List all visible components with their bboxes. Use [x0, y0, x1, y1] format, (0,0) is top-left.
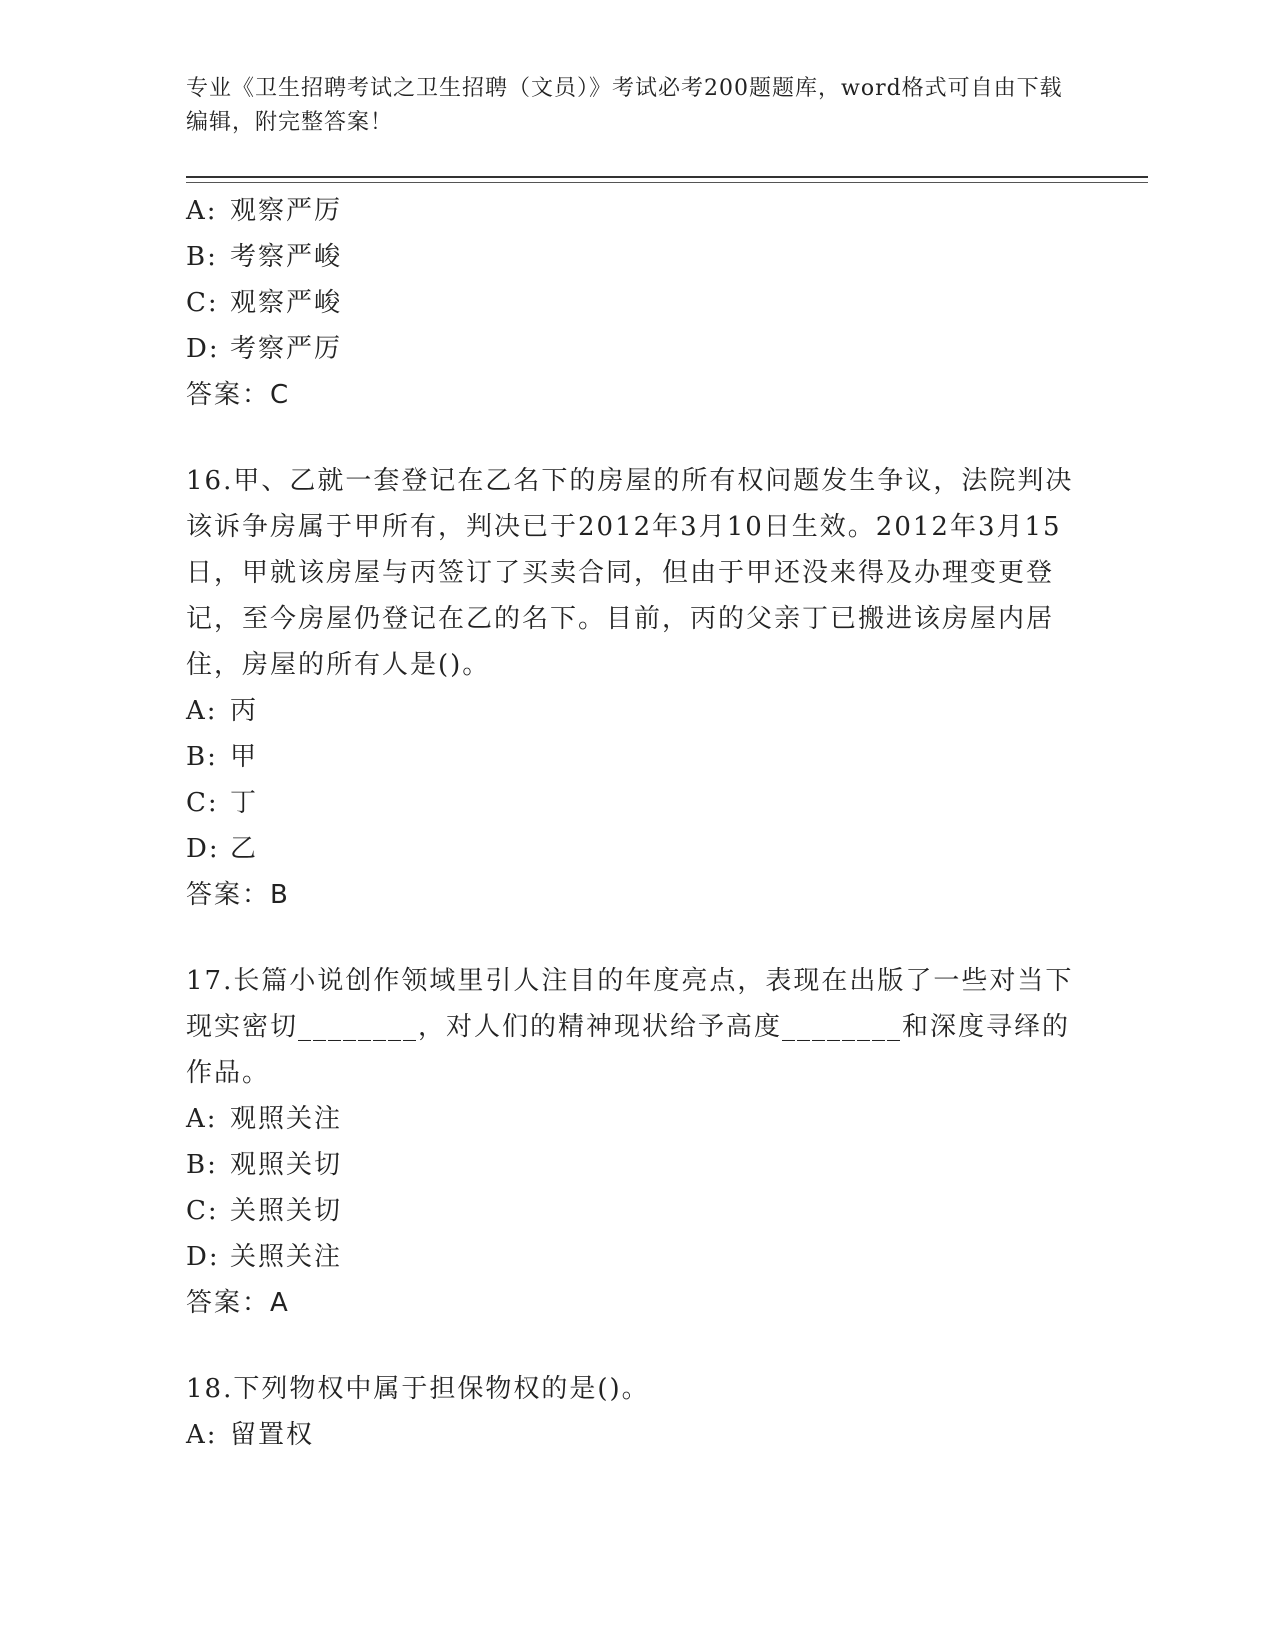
option-b: [186, 234, 1076, 280]
option-label: C:: [186, 788, 219, 818]
answer-line: [186, 872, 1076, 918]
option-d: [186, 326, 1076, 372]
question-15: [186, 188, 1076, 418]
option-c: [186, 1188, 1076, 1234]
answer-prefix: 答案：: [186, 880, 271, 910]
option-d: [186, 826, 1076, 872]
option-text: 关照关注: [230, 1242, 343, 1272]
option-text: 观照关注: [230, 1104, 343, 1134]
option-label: B:: [186, 742, 218, 772]
answer-line: [186, 372, 1076, 418]
option-b: [186, 1142, 1076, 1188]
answer-line: [186, 1280, 1076, 1326]
option-text: 关照关切: [230, 1196, 343, 1226]
header-divider-thick: [186, 176, 1148, 178]
header-divider-thin: [186, 182, 1148, 183]
question-text: 16.甲、乙就一套登记在乙名下的房屋的所有权问题发生争议，法院判决该诉争房属于甲所有，判决已于2012年3月10日生效。2012年3月15日，甲就该房屋与丙签订了买卖合同，但由于甲还没来得及办理变更登记，至今房屋仍登记在乙的名下。目前，丙的父亲丁已搬进该房屋内居住，房屋的所有人是()。: [186, 466, 1074, 680]
option-a: [186, 1096, 1076, 1142]
option-label: D:: [186, 334, 220, 364]
option-label: B:: [186, 242, 218, 272]
question-text: 17.长篇小说创作领域里引人注目的年度亮点，表现在出版了一些对当下现实密切________，对人们的精神现状给予高度________和深度寻绎的作品。: [186, 966, 1074, 1088]
option-label: D:: [186, 1242, 220, 1272]
option-a: [186, 188, 1076, 234]
option-label: A:: [186, 696, 218, 726]
option-text: 留置权: [230, 1420, 315, 1450]
option-a: [186, 688, 1076, 734]
option-text: 观照关切: [230, 1150, 343, 1180]
option-d: [186, 1234, 1076, 1280]
question-18: [186, 1366, 1076, 1458]
option-text: 考察严厉: [230, 334, 343, 364]
option-label: C:: [186, 1196, 219, 1226]
option-a: [186, 1412, 1076, 1458]
option-text: 观察严峻: [230, 288, 343, 318]
answer-value: B: [270, 880, 290, 910]
option-label: A:: [186, 1104, 218, 1134]
option-text: 丙: [230, 696, 259, 726]
question-16: [186, 458, 1076, 918]
option-label: B:: [186, 1150, 218, 1180]
option-text: 观察严厉: [230, 196, 343, 226]
question-17: [186, 958, 1076, 1326]
option-label: C:: [186, 288, 219, 318]
answer-value: A: [270, 1288, 290, 1318]
option-text: 甲: [230, 742, 259, 772]
question-text: 18.下列物权中属于担保物权的是()。: [186, 1374, 650, 1404]
option-label: A:: [186, 1420, 218, 1450]
option-label: A:: [186, 196, 218, 226]
page-header: 专业《卫生招聘考试之卫生招聘（文员）》考试必考200题题库，word格式可自由下载编辑，附完整答案！: [186, 76, 1063, 135]
answer-prefix: 答案：: [186, 380, 271, 410]
option-text: 考察严峻: [230, 242, 343, 272]
option-c: [186, 280, 1076, 326]
option-b: [186, 734, 1076, 780]
option-c: [186, 780, 1076, 826]
option-text: 丁: [230, 788, 259, 818]
option-label: D:: [186, 834, 220, 864]
option-text: 乙: [230, 834, 259, 864]
answer-value: C: [270, 380, 291, 410]
answer-prefix: 答案：: [186, 1288, 271, 1318]
question-list: [186, 188, 1076, 1458]
